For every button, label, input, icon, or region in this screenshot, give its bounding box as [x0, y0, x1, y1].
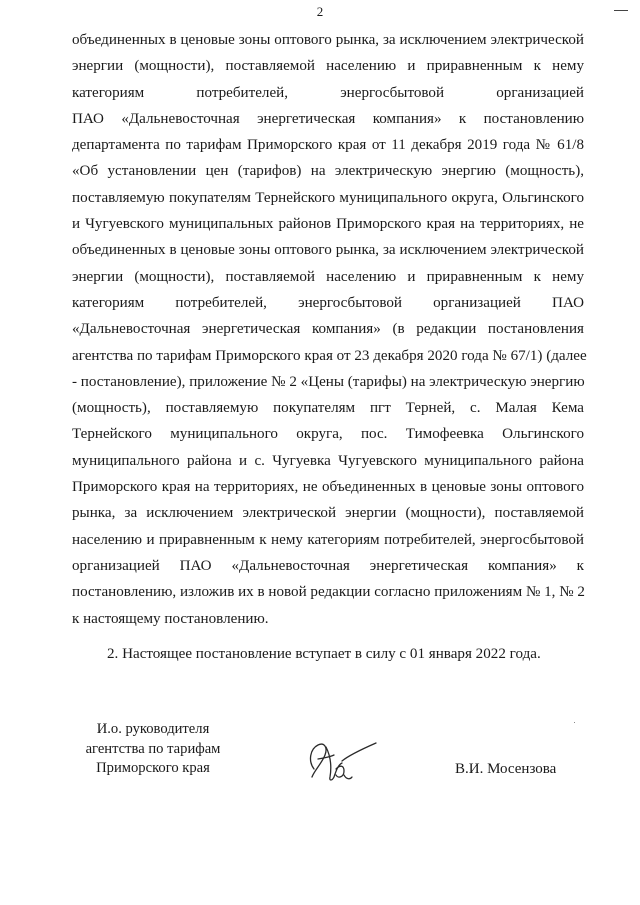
scan-corner-mark [614, 10, 628, 11]
signatory-title-line: Приморского края [96, 760, 210, 776]
text-line: к настоящему постановлению. [72, 610, 269, 627]
paragraph-one [72, 27, 587, 632]
signatory-title [68, 720, 238, 779]
text-line: Тернейского муниципального округа, пос. Тимофеевка Ольгинского [72, 426, 584, 443]
scan-speck [574, 722, 575, 723]
text-line: муниципального района и с. Чугуевка Чугуевского муниципального района [72, 452, 584, 469]
handwritten-signature [300, 725, 390, 787]
text-line: агентства по тарифам Приморского края от 23 декабря 2020 года № 67/1) (далее [72, 347, 587, 364]
text-line: - постановление), приложение № 2 «Цены (тарифы) на электрическую энергию [72, 373, 585, 390]
text-line: «Дальневосточная энергетическая компания» (в редакции постановления [72, 321, 584, 338]
signatory-name: В.И. Мосензова [455, 761, 557, 777]
text-line: постановлению, изложив их в новой редакции согласно приложениям № 1, № 2 [72, 584, 585, 601]
text-line: «Об установлении цен (тарифов) на электрическую энергию (мощность), [72, 163, 584, 180]
text-line: категориям потребителей, энергосбытовой организацией ПАО [72, 294, 584, 311]
text-line: поставляемую покупателям Тернейского муниципального округа, Ольгинского [72, 189, 584, 206]
signatory-title-line: И.о. руководителя [96, 721, 210, 737]
page-number: 2 [316, 4, 324, 19]
text-line: ПАО «Дальневосточная энергетическая компания» к постановлению [72, 110, 584, 127]
text-line: департамента по тарифам Приморского края от 11 декабря 2019 года № 61/8 [72, 137, 584, 154]
text-line: (мощность), поставляемую покупателям пгт Терней, с. Малая Кема [72, 400, 584, 417]
text-line: энергии (мощности), поставляемой населению и приравненным к нему [72, 268, 584, 285]
text-line: и Чугуевского муниципальных районов Приморского края на территориях, не [72, 216, 584, 233]
text-line: объединенных в ценовые зоны оптового рынка, за исключением электрической [72, 242, 584, 259]
text-line: организацией ПАО «Дальневосточная энергетическая компания» к [72, 557, 584, 574]
text-line: категориям потребителей, энергосбытовой организацией [72, 84, 584, 101]
text-line: рынка, за исключением электрической энергии (мощности), поставляемой [72, 505, 584, 522]
text-line: энергии (мощности), поставляемой населению и приравненным к нему [72, 58, 584, 75]
text-line: Приморского края на территориях, не объединенных в ценовые зоны оптового [72, 479, 584, 496]
text-line: объединенных в ценовые зоны оптового рынка, за исключением электрической [72, 32, 584, 48]
text-line: населению и приравненным к нему категориям потребителей, энергосбытовой [72, 531, 584, 548]
signatory-title-line: агентства по тарифам [85, 740, 221, 757]
paragraph-two: 2. Настоящее постановление вступает в силу с 01 января 2022 года. [107, 646, 541, 662]
